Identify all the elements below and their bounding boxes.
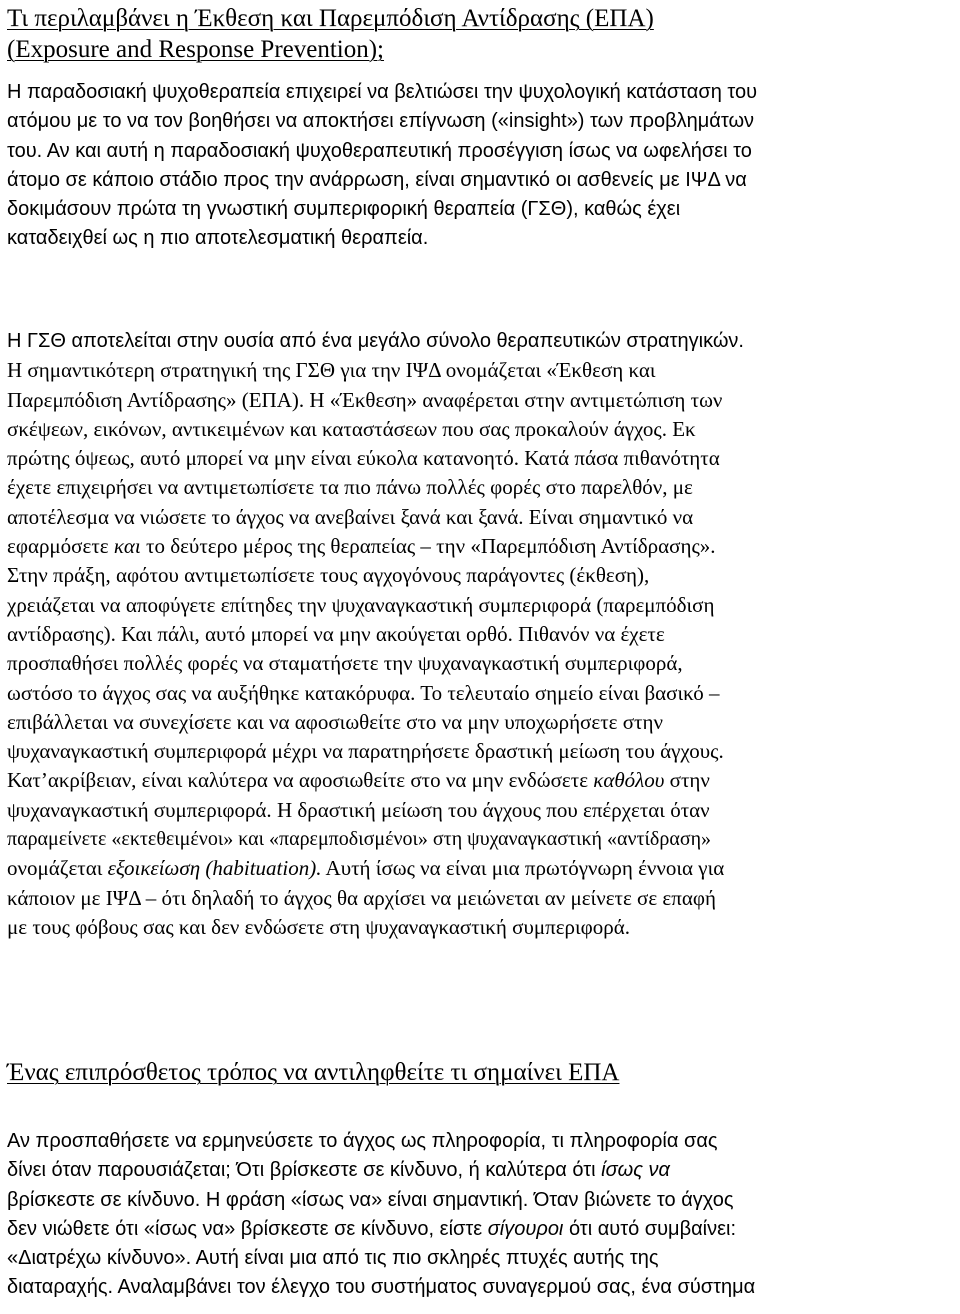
paragraph-anxiety-information — [7, 1127, 957, 1303]
text-line: έχετε επιχειρήσει να αντιμετωπίσετε τα πιο πάνω πολλές φορές στο παρελθόν, με — [7, 475, 693, 500]
text-line: του. Αν και αυτή η παραδοσιακή ψυχοθεραπευτική προσέγγιση ίσως να ωφελήσει το — [7, 139, 752, 162]
section-heading-erp — [7, 0, 957, 65]
text-line: Η ΓΣΘ αποτελείται στην ουσία από ένα μεγάλο σύνολο θεραπευτικών στρατηγικών. — [7, 330, 744, 352]
text-line: διαταραχής. Αναλαμβάνει τον έλεγχο του συστήματος συναγερμού σας, ένα σύστημα — [7, 1276, 756, 1299]
text-line: αποτέλεσμα να νιώσετε το άγχος να ανεβαίνει ξανά και ξανά. Είναι σημαντικό να — [7, 504, 694, 529]
text-line: καταδειχθεί ως η πιο αποτελεσματική θεραπεία. — [7, 227, 429, 250]
paragraph-cbt-strategies — [7, 327, 957, 942]
emphasis-text: ίσως να — [601, 1159, 670, 1182]
text-line: «Διατρέχω κίνδυνο». Αυτή είναι μια από τις πιο σκληρές πτυχές αυτής της — [7, 1247, 659, 1270]
text-line: χρειάζεται να αποφύγετε επίτηδες την ψυχαναγκαστική συμπεριφορά (παρεμπόδιση — [7, 592, 715, 617]
emphasis-text: σίγουροι — [487, 1217, 564, 1240]
paragraph-traditional-therapy — [7, 78, 957, 254]
text-line: Στην πράξη, αφότου αντιμετωπίσετε τους αγχογόνους παράγοντες (έκθεση), — [7, 563, 650, 588]
text-line: προσπαθήσει πολλές φορές να σταματήσετε την ψυχαναγκαστική συμπεριφορά, — [7, 651, 683, 676]
heading-line: (Exposure and Response Prevention); — [7, 36, 385, 63]
text-line: ψυχαναγκαστική συμπεριφορά. Η δραστική μείωση του άγχους που επέρχεται όταν — [7, 797, 710, 822]
text-line: παραμείνετε «εκτεθειμένοι» και «παρεμποδισμένοι» στη ψυχαναγκαστική «αντίδραση» — [7, 828, 712, 851]
text-line: κάποιον με ΙΨΔ – ότι δηλαδή το άγχος θα αρχίσει να μειώνεται αν μείνετε σε επαφή — [7, 885, 716, 910]
text-line: εφαρμόσετε και το δεύτερο μέρος της θεραπείας – την «Παρεμπόδιση Αντίδρασης». — [7, 534, 716, 559]
text-line: Αν προσπαθήσετε να ερμηνεύσετε το άγχος ως πληροφορία, τι πληροφορία σας — [7, 1130, 718, 1152]
text-line: δίνει όταν παρουσιάζεται; Ότι βρίσκεστε σε κίνδυνο, ή καλύτερα ότι ίσως να — [7, 1159, 670, 1182]
text-line: ωστόσο το άγχος σας να αυξήθηκε κατακόρυφα. Το τελευταίο σημείο είναι βασικό – — [7, 680, 720, 705]
text-line: επιβάλλεται να συνεχίσετε και να αφοσιωθείτε στο να μην υποχωρήσετε στην — [7, 709, 663, 734]
document-page — [7, 0, 957, 1299]
text-line: Η παραδοσιακή ψυχοθεραπεία επιχειρεί να βελτιώσει την ψυχολογική κατάσταση του — [7, 81, 758, 103]
emphasis-text: καθόλου — [593, 768, 665, 793]
text-line: δεν νιώθετε ότι «ίσως να» βρίσκεστε σε κίνδυνο, είστε σίγουροι ότι αυτό συμβαίνει: — [7, 1217, 736, 1240]
heading-line: Τι περιλαμβάνει η Έκθεση και Παρεμπόδιση Αντίδρασης (ΕΠΑ) — [7, 5, 654, 32]
emphasis-text: εξοικείωση (habituation). — [107, 856, 322, 881]
text-line: Κατ’ακρίβειαν, είναι καλύτερα να αφοσιωθείτε στο να μην ενδώσετε καθόλου στην — [7, 768, 710, 793]
text-line: δοκιμάσουν πρώτα τη γνωστική συμπεριφορική θεραπεία (ΓΣΘ), καθώς έχει — [7, 198, 681, 221]
text-line: ονομάζεται εξοικείωση (habituation). Αυτή ίσως να είναι μια πρωτόγνωρη έννοια για — [7, 856, 725, 881]
text-line: ατόμου με το να τον βοηθήσει να αποκτήσει επίγνωση («insight») των προβλημάτων — [7, 110, 755, 133]
text-line: με τους φόβους σας και δεν ενδώσετε στη ψυχαναγκαστική συμπεριφορά. — [7, 914, 630, 939]
text-line: πρώτης όψεως, αυτό μπορεί να μην είναι εύκολα κατανοητό. Κατά πάσα πιθανότητα — [7, 446, 720, 471]
text-line: αντίδρασης). Και πάλι, αυτό μπορεί να μην ακούγεται ορθό. Πιθανόν να έχετε — [7, 621, 665, 646]
text-line: ψυχαναγκαστική συμπεριφορά μέχρι να παρατηρήσετε δραστική μείωση του άγχους. — [7, 739, 724, 764]
text-line: Παρεμπόδιση Αντίδρασης» (ΕΠΑ). Η «Έκθεση» αναφέρεται στην αντιμετώπιση των — [7, 387, 723, 412]
section-heading-additional-way: Ένας επιπρόσθετος τρόπος να αντιληφθείτε τι σημαίνει ΕΠΑ — [7, 1059, 620, 1086]
text-line: Η σημαντικότερη στρατηγική της ΓΣΘ για την ΙΨΔ ονομάζεται «Έκθεση και — [7, 358, 656, 383]
text-line: σκέψεων, εικόνων, αντικειμένων και καταστάσεων που σας προκαλούν άγχος. Εκ — [7, 416, 696, 441]
emphasis-text: και — [113, 534, 141, 559]
text-line: άτομο σε κάποιο στάδιο προς την ανάρρωση, είναι σημαντικό οι ασθενείς με ΙΨΔ να — [7, 168, 747, 191]
text-line: βρίσκεστε σε κίνδυνο. Η φράση «ίσως να» είναι σημαντική. Όταν βιώνετε το άγχος — [7, 1188, 734, 1211]
